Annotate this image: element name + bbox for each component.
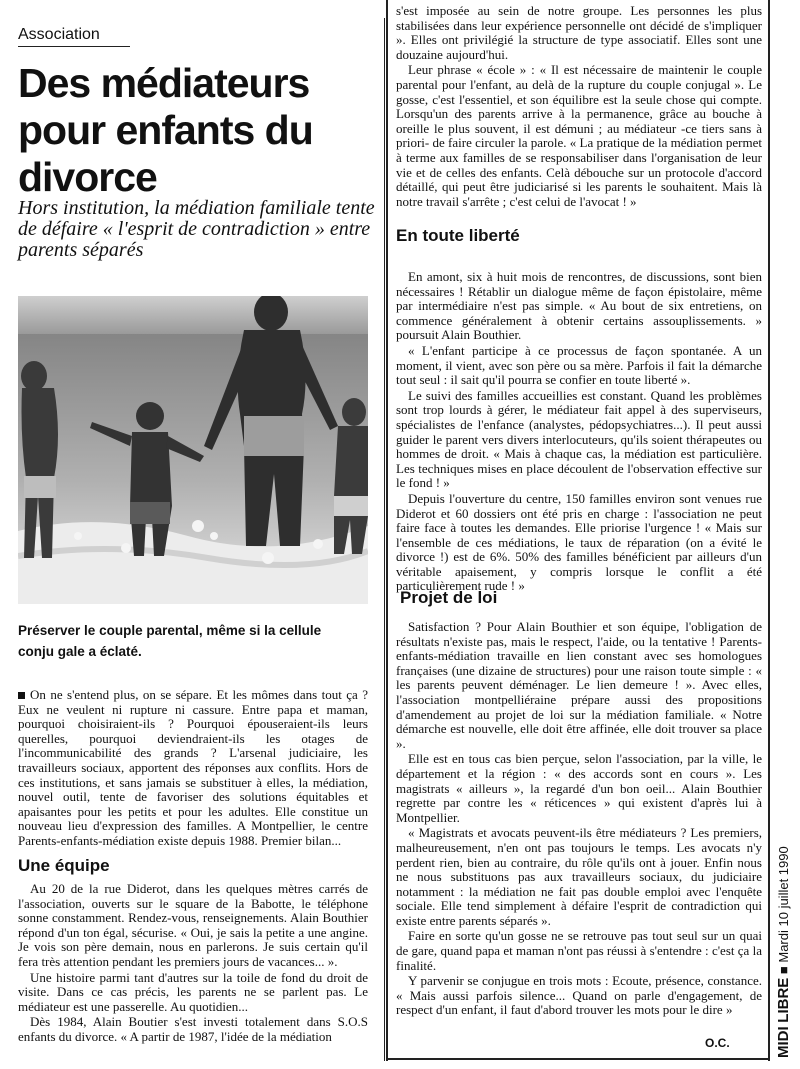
headline: Des médiateurs pour enfants du divorce [18,60,313,200]
photo-caption: Préserver le couple parental, même si la cellule conju gale a éclaté. [18,623,322,659]
kicker-underline [18,46,130,47]
lead-paragraph [18,688,368,849]
paragraph: Le suivi des familles accueillies est constant. Quand les problèmes sont trop lourds à gérer, le médiateur fait appel à des superviseurs, spécialistes de l'enfance (analystes, pédopsychiatres...). Il peut aussi guider le parent vers divers interlocuteurs, qu'ils soient thérapeutes ou hommes de droit. « Mais à chaque cas, la médiation est particulière. Les techniques mises en place découlent de l'observation effective sur le fond ! » [396,387,762,491]
paragraph: Elle est en tous cas bien perçue, selon l'association, par la ville, le département et la région : « des accords sont en cours ». Les magistrats « ailleurs », la regardé d'un bon oeil... Alain Bouthier regrette par contre les « réticences » qui existent d'après lui à Montpellier. [396,751,762,825]
author-signature: O.C. [705,1036,730,1050]
bullet-square-icon [18,692,25,699]
source-line-text: MIDI LIBRE ■ Mardi 10 juillet 1990 [775,846,792,1058]
subheading-une-equipe: Une équipe [18,856,110,875]
subheadline: Hors institution, la médiation familiale tente de défaire « l'esprit de contradiction » entre parents séparés [18,197,375,261]
left-column-text-2 [18,882,368,1046]
paragraph: Y parvenir se conjugue en trois mots : Ecoute, présence, constance. « Mais aussi parfois silence... Quand on parle d'engagement, de respect d'un enfant, il faut d'abord trouver les mots pour le dire » [396,973,762,1018]
right-column-text [396,4,762,210]
subheading-en-toute-liberte: En toute liberté [396,226,520,245]
subheading-projet-de-loi: Projet de loi [400,588,498,607]
right-column-text-3 [396,620,762,1019]
right-column-text-2 [396,270,762,595]
left-column-text [18,688,368,850]
bottom-border [386,1058,769,1060]
section-kicker: Association [18,26,100,43]
publication-date: Mardi 10 juillet 1990 [776,846,791,963]
paragraph: Dès 1984, Alain Boutier s'est investi totalement dans S.O.S enfants du divorce. « A partir de 1987, l'idée de la médiation [18,1014,368,1044]
paragraph: Satisfaction ? Pour Alain Bouthier et son équipe, l'obligation de résultats n'existe pas, mais le respect, l'aide, ou la tentative ! Parents-enfants-médiation travaille en lien constant avec ses homologues françaises (une dizaine de structures) pour une raison toute simple : « les parents peuvent déménager. Le lien demeure ! ». Avec elles, l'association montpelliéraine prépare aussi des propositions d'amendement au projet de loi sur la médiation familiale. « Notre démarche est nouvelle, elle doit être affinée, elle doit trouver sa place ». [396,619,762,751]
beach-family-photo [18,296,368,604]
newspaper-name-2: LIBRE [775,977,792,1023]
paragraph: « Magistrats et avocats peuvent-ils être médiateurs ? Les premiers, malheureusement, n'en ont pas toujours le temps. Les avocats n'y perdent rien, bien au contraire, du rôle qu'ils ont à jouer. Enfin nous ne nous substituons pas aux travailleurs sociaux, du judiciaire notamment : la médiation ne fait pas double emploi avec l'enquête sociale. Elle tend simplement à défaire l'esprit de contradiction qui existe entre parents séparés ». [396,825,762,928]
source-line [771,848,797,1060]
column-divider [386,0,388,1061]
paragraph: Une histoire parmi tant d'autres sur la toile de fond du droit de visite. Dans ce cas précis, les parents ne se parlent pas. Le médiateur est une passerelle. Au quotidien... [18,969,368,1014]
lead-text: On ne s'entend plus, on se sépare. Et les mômes dans tout ça ? Eux ne veulent ni rupture ni cassure. Entre papa et maman, pourquoi choisiraient-ils ? Pourquoi épouseraient-ils leurs querelles, pourquoi deviendraient-ils les otages de l'incommunicabilité des grands ? L'arsenal judiciaire, les travailleurs sociaux, apportent des réponses aux conflits. Hors de ces institutions, et sans jamais se substituer à elles, la médiation, nouvel outil, tente de favoriser des solutions équitables et apaisantes pour les petits et pour les adultes. Elle constitue un nouveau lieu d'expression des familles. A Montpellier, le centre Parents-enfants-médiation existe depuis 1988. Premier bilan... [18,687,368,848]
paragraph: Faire en sorte qu'un gosse ne se retrouve pas tout seul sur un quai de gare, quand papa et maman n'ont pas réussi à s'entendre : c'est ça la finalité. [396,928,762,973]
right-border [768,0,770,1061]
paragraph: Au 20 de la rue Diderot, dans les quelques mètres carrés de l'association, ouverts sur le square de la Babotte, le téléphone sonne constamment. Rendez-vous, renseignements. Alain Bouthier répond d'un ton égal, sécurise. « Oui, je sais la petite a une angine. Je vois son père demain, nous en parlerons. Je suis certain qu'il fera très attention pendant les premiers jours de vacances... ». [18,881,368,969]
newspaper-name-1: MIDI [775,1026,792,1058]
paragraph: En amont, six à huit mois de rencontres, de discussions, sont bien nécessaires ! Rétablir un dialogue même de façon épistolaire, même par intermédiaire n'est pas simple. « Au bout de six entretiens, on commence généralement à obtenir certains assouplissements. » poursuit Alain Bouthier. [396,269,762,343]
paragraph: Leur phrase « école » : « Il est nécessaire de maintenir le couple parental pour l'enfant, au delà de la rupture du couple conjugal ». Le gosse, c'est l'essentiel, et son équilibre est la seule chose qui compte. Lorsqu'un des parents arrive à la permanence, grâce au bouche à oreille le plus souvent, il est démuni ; au médiateur -ce tiers sans à priori- de faire circuler la parole. « La pratique de la médiation permet à terme aux familles de se responsabiliser dans l'organisation de leur vie et de celles des enfants. Celà débouche sur un protocole d'accord détaillé, qui peut être judiciarisé si les parents le souhaitent. Mais là notre travail s'arrête ; c'est celui de l'avocat ! » [396,62,762,209]
paragraph: « L'enfant participe à ce processus de façon spontanée. A un moment, il vient, avec son père ou sa mère. Parfois il fait la démarche tout seul : il sait qu'il pourra se confier en toute liberté ». [396,342,762,388]
paragraph: s'est imposée au sein de notre groupe. Les personnes les plus stabilisées dans leur expérience personnelle ont décidé de s'impliquer ». Elles ont privilégié la structure de type associatif. Elles sont une douzaine aujourd'hui. [396,3,762,62]
paragraph: Depuis l'ouverture du centre, 150 familles environ sont venues rue Diderot et 60 dossiers ont été pris en charge : l'association ne peut faire face à toutes les demandes. Elle priorise l'urgence ! « Mais sur l'ensemble de ces médiations, le taux de réparation (on a évité le divorce !) est de 6%. 50% des familles bénéficient par ailleurs d'un véritable apaisement, y compris lorsque le conflit a été particulièrement rude ! » [396,490,762,594]
